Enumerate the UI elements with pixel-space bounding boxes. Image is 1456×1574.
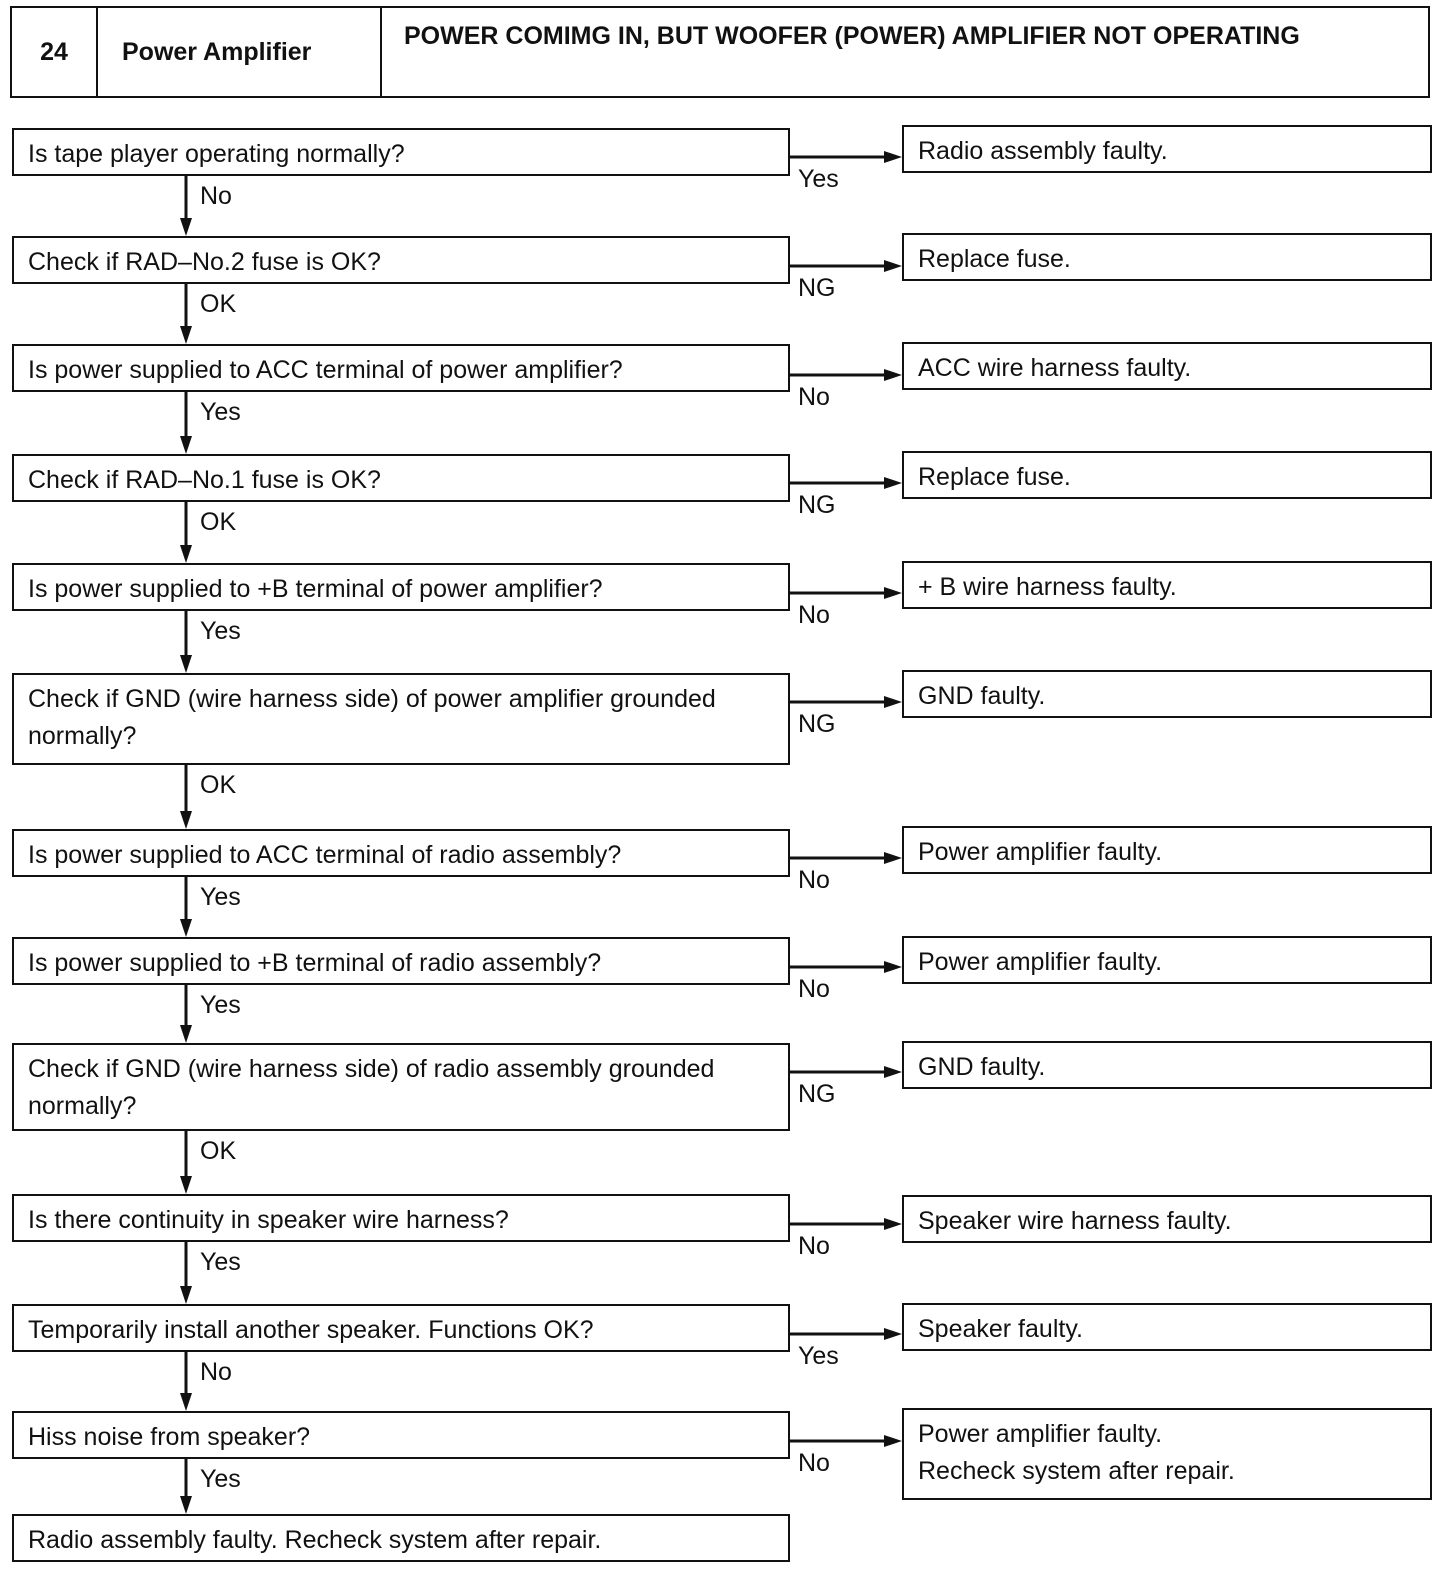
branch-arrowhead — [884, 1218, 902, 1230]
next-label: No — [200, 182, 232, 210]
result-box: GND faulty. — [902, 670, 1432, 718]
result-box: Replace fuse. — [902, 233, 1432, 281]
section-number: 24 — [12, 8, 98, 96]
next-label: OK — [200, 1137, 237, 1165]
question-box: Is power supplied to ACC terminal of radio assembly? — [12, 829, 790, 877]
branch-label: Yes — [798, 165, 839, 193]
branch-label: NG — [798, 710, 836, 738]
question-box: Hiss noise from speaker? — [12, 1411, 790, 1459]
result-box: Radio assembly faulty. — [902, 125, 1432, 173]
next-label: Yes — [200, 883, 241, 911]
result-box: GND faulty. — [902, 1041, 1432, 1089]
section-name: Power Amplifier — [98, 8, 382, 96]
question-box: Is tape player operating normally? — [12, 128, 790, 176]
result-box: Replace fuse. — [902, 451, 1432, 499]
branch-arrowhead — [884, 477, 902, 489]
branch-arrowhead — [884, 1066, 902, 1078]
next-arrowhead — [180, 545, 192, 563]
next-arrowhead — [180, 1393, 192, 1411]
next-arrowhead — [180, 1286, 192, 1304]
next-arrowhead — [180, 1496, 192, 1514]
branch-label: No — [798, 1449, 830, 1477]
question-box: Check if RAD–No.2 fuse is OK? — [12, 236, 790, 284]
next-arrowhead — [180, 811, 192, 829]
result-box: Speaker wire harness faulty. — [902, 1195, 1432, 1243]
branch-label: No — [798, 866, 830, 894]
next-arrowhead — [180, 326, 192, 344]
page-title: POWER COMIMG IN, BUT WOOFER (POWER) AMPLIFIER NOT OPERATING — [404, 22, 1300, 50]
result-box: Power amplifier faulty. Recheck system after repair. — [902, 1408, 1432, 1500]
question-box: Check if GND (wire harness side) of power amplifier grounded normally? — [12, 673, 790, 765]
branch-arrowhead — [884, 961, 902, 973]
branch-arrowhead — [884, 260, 902, 272]
next-label: No — [200, 1358, 232, 1386]
branch-arrowhead — [884, 369, 902, 381]
branch-arrowhead — [884, 587, 902, 599]
branch-arrowhead — [884, 1435, 902, 1447]
branch-label: Yes — [798, 1342, 839, 1370]
next-arrowhead — [180, 218, 192, 236]
branch-arrowhead — [884, 852, 902, 864]
branch-label: NG — [798, 491, 836, 519]
next-arrowhead — [180, 919, 192, 937]
branch-label: No — [798, 975, 830, 1003]
result-box: Speaker faulty. — [902, 1303, 1432, 1351]
question-box: Is power supplied to +B terminal of radio assembly? — [12, 937, 790, 985]
result-box: Power amplifier faulty. — [902, 826, 1432, 874]
next-arrowhead — [180, 1176, 192, 1194]
branch-label: No — [798, 383, 830, 411]
final-result-box: Radio assembly faulty. Recheck system after repair. — [12, 1514, 790, 1562]
next-label: Yes — [200, 1465, 241, 1493]
branch-arrowhead — [884, 1328, 902, 1340]
question-box: Is power supplied to +B terminal of power amplifier? — [12, 563, 790, 611]
question-box: Check if GND (wire harness side) of radio assembly grounded normally? — [12, 1043, 790, 1131]
next-label: OK — [200, 771, 237, 799]
result-box: ACC wire harness faulty. — [902, 342, 1432, 390]
question-box: Temporarily install another speaker. Functions OK? — [12, 1304, 790, 1352]
question-box: Is there continuity in speaker wire harness? — [12, 1194, 790, 1242]
branch-arrowhead — [884, 151, 902, 163]
next-label: Yes — [200, 1248, 241, 1276]
next-arrowhead — [180, 655, 192, 673]
question-box: Is power supplied to ACC terminal of power amplifier? — [12, 344, 790, 392]
result-box: Power amplifier faulty. — [902, 936, 1432, 984]
next-label: Yes — [200, 991, 241, 1019]
branch-label: No — [798, 601, 830, 629]
branch-arrowhead — [884, 696, 902, 708]
next-label: Yes — [200, 617, 241, 645]
result-box: + B wire harness faulty. — [902, 561, 1432, 609]
next-arrowhead — [180, 436, 192, 454]
branch-label: NG — [798, 1080, 836, 1108]
next-label: Yes — [200, 398, 241, 426]
question-box: Check if RAD–No.1 fuse is OK? — [12, 454, 790, 502]
next-arrowhead — [180, 1025, 192, 1043]
next-label: OK — [200, 290, 237, 318]
next-label: OK — [200, 508, 237, 536]
branch-label: No — [798, 1232, 830, 1260]
branch-label: NG — [798, 274, 836, 302]
